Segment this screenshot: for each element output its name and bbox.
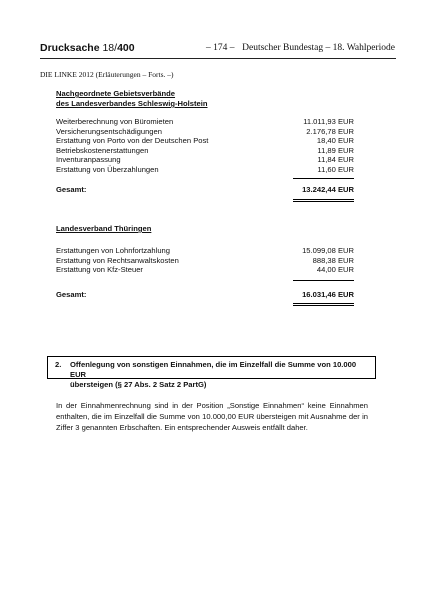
drucksache-number	[102, 42, 134, 54]
list-item	[56, 127, 354, 137]
item-label: Inventuranpassung	[56, 155, 121, 165]
item-amount: 2.176,78 EUR	[306, 126, 354, 136]
section-2-heading-line-1: Offenlegung von sonstigen Einnahmen, die im Einzelfall die Summe von 10.000 EUR	[70, 360, 357, 379]
item-label: Erstattung von Überzahlungen	[56, 164, 159, 174]
total-label: Gesamt:	[56, 185, 87, 194]
item-label: Erstattung von Kfz-Steuer	[56, 265, 143, 275]
drucksache-text: Drucksache	[40, 42, 100, 54]
item-amount: 11.011,93 EUR	[303, 117, 354, 126]
page-number: – 174 –	[206, 43, 235, 53]
total-double-rule-top	[293, 199, 354, 200]
item-amount: 888,38 EUR	[312, 255, 354, 265]
item-label: Erstattung von Rechtsanwaltskosten	[56, 255, 179, 265]
list-item	[56, 117, 354, 127]
total-row-th	[56, 289, 354, 301]
item-amount: 11,89 EUR	[317, 145, 354, 155]
item-label: Betriebskostenerstattungen	[56, 145, 149, 155]
total-amount: 16.031,46 EUR	[302, 290, 354, 299]
section-2-heading-line-2: übersteigen (§ 27 Abs. 2 Satz 2 PartG)	[70, 380, 207, 389]
item-label: Versicherungsentschädigungen	[56, 126, 162, 136]
body-paragraph: In der Einnahmenrechnung sind in der Position „Sonstige Einnahmen“ keine Einnahmen enthalten, die im Einzelfall die Summe von 10.000,00 EUR übersteigen mit Ausnahme der in Ziffer 3 genannten Erbschaften. Ein entsprechender Ausweis entfällt daher.	[56, 401, 368, 433]
item-label: Erstattung von Porto von der Deutschen Post	[56, 136, 209, 146]
total-double-rule-top	[293, 303, 354, 304]
income-list-sh	[56, 117, 354, 175]
list-item	[56, 146, 354, 156]
subheading: DIE LINKE 2012 (Erläuterungen – Forts. –)	[40, 70, 174, 79]
total-amount: 13.242,44 EUR	[302, 185, 354, 194]
total-row-sh	[56, 184, 354, 196]
item-label: Weiterberechnung von Büromieten	[56, 117, 174, 126]
item-amount: 15.099,08 EUR	[302, 246, 354, 255]
section-2-heading	[70, 360, 370, 390]
section-title-line-1: Nachgeordnete Gebietsverbände	[56, 89, 176, 98]
income-list-th	[56, 246, 354, 275]
item-amount: 18,40 EUR	[316, 136, 354, 146]
section-title-th	[56, 224, 151, 234]
list-item	[56, 256, 354, 266]
total-label: Gesamt:	[56, 290, 87, 299]
drucksache-label	[40, 42, 135, 54]
section-title-sh	[56, 89, 208, 109]
item-amount: 11,84 EUR	[317, 155, 354, 165]
subtotal-rule	[293, 280, 354, 281]
list-item	[56, 165, 354, 175]
page-header	[40, 42, 395, 56]
section-title: Landesverband Thüringen	[56, 224, 152, 233]
header-divider	[40, 58, 396, 59]
drucksache-number-prefix: 18/	[102, 42, 118, 54]
list-item	[56, 246, 354, 256]
list-item	[56, 265, 354, 275]
item-label: Erstattungen von Lohnfortzahlung	[56, 246, 170, 255]
section-2-number: 2.	[55, 360, 62, 369]
publication-title: Deutscher Bundestag – 18. Wahlperiode	[242, 43, 395, 53]
drucksache-number-main: 400	[117, 42, 135, 54]
list-item	[56, 155, 354, 165]
item-amount: 11,60 EUR	[317, 164, 354, 174]
item-amount: 44,00 EUR	[316, 265, 354, 275]
section-title-line-2: des Landesverbandes Schleswig-Holstein	[56, 99, 208, 108]
total-double-rule-bottom	[293, 201, 354, 202]
total-double-rule-bottom	[293, 305, 354, 306]
list-item	[56, 136, 354, 146]
subtotal-rule	[293, 178, 354, 179]
